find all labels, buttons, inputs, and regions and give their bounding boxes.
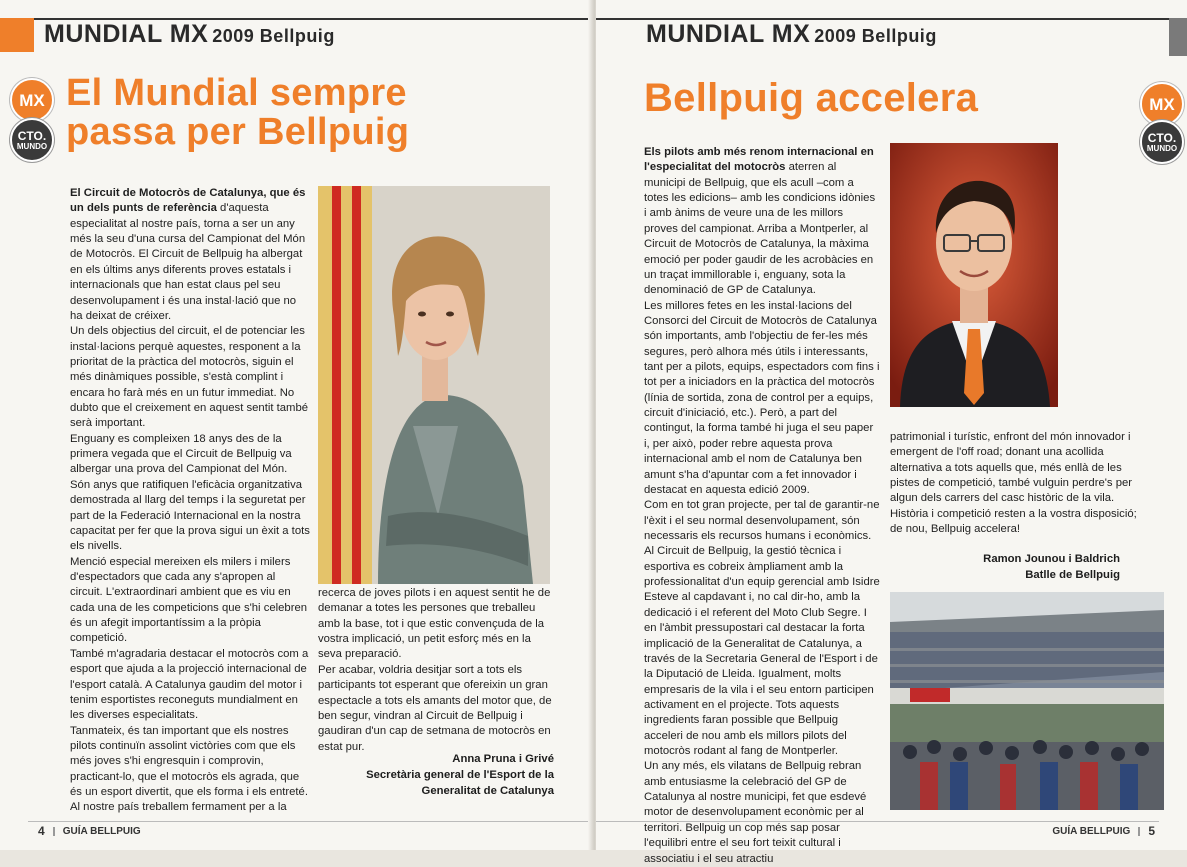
- portrait-photo-woman: [318, 186, 550, 584]
- crowd-photo: [890, 592, 1164, 810]
- crowd-illustration: [890, 592, 1164, 810]
- left-article-col2: [318, 586, 554, 755]
- right-paragraph: aterren al municipi de Bellpuig, que els acull –com a totes les edicions– amb les condicions idònies i amb ànims de veure una de les millors proves del campionat. Arriba a Montperler, al Circuit de Motocròs de Catalunya, la màxima emoció per poder gaudir de les acrobàcies en un traçat immillorable i, enguany, sota la denominació de GP de Catalunya.: [644, 161, 876, 297]
- footer-separator: [1138, 827, 1140, 836]
- left-signature-role-1: Secretària general de l'Esport de la: [366, 768, 554, 781]
- left-lead-paragraph: [70, 186, 310, 324]
- left-paragraph: Tanmateix, és tan important que els nostres pilots continuïn assolint victòries com que els més joves s'hi engresquin i comprovin, practicant-lo, que el motocròs els agrada, que és un esport divertit, que els forma i els entreté. Al nostre país treballem fermament per a la: [70, 724, 308, 814]
- right-signature-role: Batlle de Bellpuig: [1025, 568, 1120, 581]
- mx-badge-icon: [10, 78, 54, 122]
- mx-badge-text: MX: [19, 90, 45, 110]
- left-footer: [38, 824, 141, 838]
- left-paragraph: També m'agradaria destacar el motocròs com a esport que ajuda a la projecció internacional de l'esport català. A Catalunya gaudim del motor i tenim esportistes reconeguts mundialment en les diverses especialitats.: [70, 647, 309, 722]
- cto-badge-text: CTO.: [1147, 130, 1177, 145]
- footer-rule: [596, 821, 1159, 822]
- right-article-col2: [890, 430, 1140, 538]
- right-headline-text: Bellpuig accelera: [644, 76, 979, 120]
- right-footer: [1052, 824, 1155, 838]
- left-paragraph: Per acabar, voldria desitjar sort a tots els participants tot esperant que ofereixin un gran espectacle a tots els amants del motor que, de ben segur, vindran al Circuit de Bellpuig i gaudiran d'un cap de setmana de motocròs en estat pur.: [318, 663, 552, 753]
- page-number: 4: [38, 824, 45, 838]
- left-paragraph: Enguany es compleixen 18 anys des de la primera vegada que el Circuit de Bellpuig va albergar una prova del Campionat del Món. Són anys que ratifiquen l'eficàcia organitzativa demostrada al llarg del temps i la seguretat per part de la Federació Internacional en la nostra capacitat per fer que la prova sigui un èxit a tots els nivells.: [70, 432, 310, 553]
- section-title: [44, 20, 335, 49]
- footer-rule: [28, 821, 592, 822]
- right-lead-bold: Els pilots amb més renom internacional en l'especialitat del motocròs: [644, 146, 874, 174]
- section-title-text: MUNDIAL MX: [44, 20, 209, 48]
- left-headline-line2: passa per Bellpuig: [66, 110, 410, 153]
- left-headline: [66, 74, 409, 152]
- right-paragraph: Les millores fetes en les instal·lacions del Consorci del Circuit de Motocròs de Catalunya són importants, amb l'objectiu de fer-les més segures, però alhora més útils i interessants, tant per a pilots, equips, espectadors com fins i tot per a iniciadors en la pràctica del motocròs (línia de sortida, zona de control per a equips, circuit d'iniciació, etc.). Però, a part del contingut, la forma també hi juga el seu paper i, per això, poder rebre aquesta prova internacional amb el nom de Catalunya ben amunt s'ha d'apuntar com a fet innovador i destacat en aquesta edició 2009.: [644, 299, 880, 496]
- right-headline: [644, 78, 978, 119]
- left-paragraph: Menció especial mereixen els milers i milers d'espectadors que cada any s'apropen al circuit. L'extraordinari ambient que es viu en cada una de les competicions que s'hi celebren és un afegit importantíssim a la pròpia competició.: [70, 555, 308, 645]
- left-lead-bold: El Circuit de Motocròs de Catalunya, que és un dels punts de referència: [70, 187, 306, 215]
- right-paragraph: Com en tot gran projecte, per tal de garantir-ne l'èxit i el seu normal desenvolupament, són necessaris els recursos humans i econòmics. Al Circuit de Bellpuig, la gestió tècnica i esportiva es cobreix àmpliament amb la professionalitat d'un equip gerencial amb Isidre Esteve al capdavant i, no cal dir-ho, amb la dedicació i el referent del Moto Club Segre. I en l'àmbit pressupostari cal destacar la forta implicació de la Generalitat de Catalunya, a través de la Secretaria General de l'Esport i de la Diputació de Lleida. Igualment, molts empresaris de la vila i el seu entorn participen activament en el projecte. Tots aquests ingredients faran possible que Bellpuig acceleri de nou amb els millors pilots del motocròs rodant al fang de Montperler.: [644, 499, 880, 758]
- right-signature: [890, 552, 1120, 584]
- cto-badge-text: CTO.: [17, 128, 47, 143]
- header-accent-block: [0, 18, 34, 52]
- portrait-photo-man: [890, 143, 1058, 407]
- right-paragraph: Un any més, els vilatans de Bellpuig rebran amb entusiasme la celebració del GP de Catalunya al nostre municipi, fet que esdevé motor de desenvolupament econòmic per al territori. Bellpuig un cop més sap posar l'equilibri entre el seu fort teixit cultural i associatiu i el seu atractiu: [644, 760, 867, 865]
- right-signature-name: Ramon Jounou i Baldrich: [983, 553, 1120, 565]
- section-title-text: MUNDIAL MX: [646, 20, 811, 48]
- left-page: [0, 0, 592, 850]
- right-article-col1: [644, 145, 880, 867]
- left-article-col1: [70, 186, 310, 816]
- footer-separator: [53, 827, 55, 836]
- portrait-man-illustration: [890, 143, 1058, 407]
- section-year: 2009 Bellpuig: [212, 26, 335, 46]
- left-paragraph: d'aquesta especialitat al nostre país, torna a ser un any més la seu d'una cursa del Campionat del Món de Motocròs. El Circuit de Bellpuig ha albergat en els últims anys diferents proves estatals i internacionals que han estat claus pel seu desenvolupament i és una instal·lació que no ha deixat de créixer.: [70, 202, 306, 322]
- left-signature: [318, 752, 554, 799]
- right-lead-paragraph: [644, 145, 880, 299]
- footer-label: GUÍA BELLPUIG: [1052, 825, 1131, 837]
- right-paragraph: patrimonial i turístic, enfront del món innovador i emergent de l'off road; donant una acollida alternativa a tots aquells que, més enllà de les pistes de competició, també vulguin perdre's per algun dels carrers del casc històric de la vila. Història i competició resten a la vostra disposició; de nou, Bellpuig accelera!: [890, 431, 1137, 536]
- mundo-badge-text: MUNDO: [1146, 143, 1178, 153]
- cto-mundo-badge-icon: [1140, 120, 1184, 164]
- left-signature-role-2: Generalitat de Catalunya: [421, 784, 554, 797]
- left-headline-line1: El Mundial sempre: [66, 72, 407, 114]
- left-signature-name: Anna Pruna i Grivé: [452, 753, 554, 765]
- page-number: 5: [1148, 824, 1155, 838]
- section-title: [646, 20, 937, 49]
- mundo-badge-text: MUNDO: [16, 141, 48, 151]
- section-year: 2009 Bellpuig: [814, 26, 937, 46]
- footer-label: GUÍA BELLPUIG: [62, 825, 141, 837]
- left-paragraph: Un dels objectius del circuit, el de potenciar les instal·lacions perquè aquestes, responent a la prioritat de la pràctica del motocròs, siguin el més dinàmiques possible, s'està complint i encara ho farà més en un futur immediat. No dubto que el creixement en aquest sentit també serà important.: [70, 325, 309, 430]
- header-accent-block: [1169, 18, 1187, 56]
- portrait-woman-illustration: [318, 186, 550, 584]
- cto-mundo-badge-icon: [10, 118, 54, 162]
- mx-badge-text: MX: [1149, 94, 1175, 114]
- right-page: [596, 0, 1187, 865]
- left-paragraph: recerca de joves pilots i en aquest sentit he de demanar a totes les persones que treballeu amb la base, tot i que estic convençuda de la vostra implicació, un petit esforç més en la seva preparació.: [318, 587, 551, 661]
